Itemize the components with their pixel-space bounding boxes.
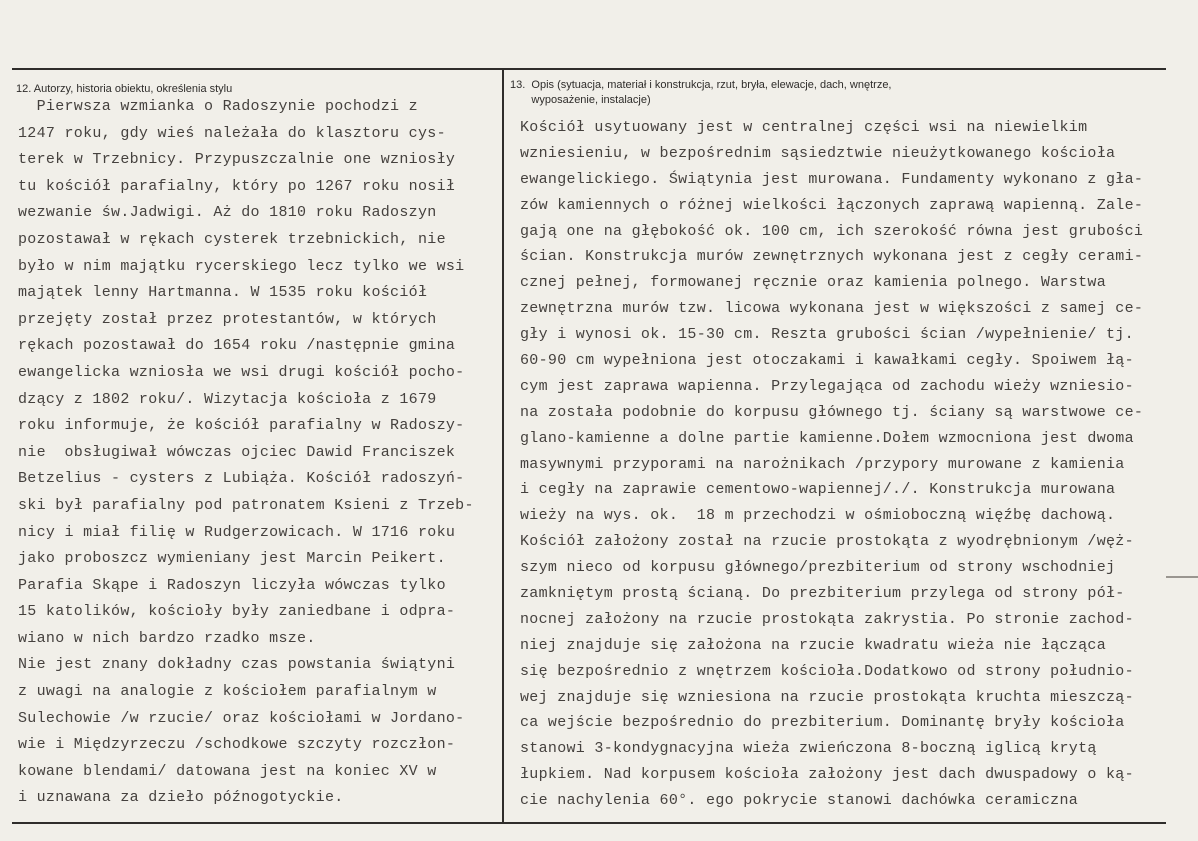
text-line: ścian. Konstrukcja murów zewnętrznych wykonana jest z cegły cerami-: [520, 248, 1144, 266]
section-12-heading: 12. Autorzy, historia obiektu, określenia stylu: [16, 83, 233, 95]
section-13-heading: [510, 78, 1150, 108]
text-line: wezwanie św.Jadwigi. Aż do 1810 roku Radoszyn: [18, 204, 437, 222]
text-line: ca wejście bezpośrednio do prezbiterium. Dominantę bryły kościoła: [520, 714, 1125, 732]
text-line: z uwagi na analogie z kościołem parafialnym w: [18, 683, 437, 701]
text-line: wej znajduje się wzniesiona na rzucie prostokąta kruchta mieszczą-: [520, 688, 1134, 706]
text-line: niej znajduje się założona na rzucie kwadratu wieża nie łącząca: [520, 636, 1106, 654]
text-line: wiano w nich bardzo rzadko msze.: [18, 629, 316, 647]
text-line: Nie jest znany dokładny czas powstania świątyni: [18, 656, 456, 674]
text-line: wieży na wys. ok. 18 m przechodzi w ośmioboczną więźbę dachową.: [520, 507, 1116, 525]
edge-mark: [1166, 576, 1198, 578]
text-line: Pierwsza wzmianka o Radoszynie pochodzi z: [18, 98, 418, 115]
section-13-heading-line-2: wyposażenie, instalacje): [510, 94, 651, 106]
text-line: dzący z 1802 roku/. Wizytacja kościoła z 1679: [18, 390, 437, 408]
text-line: cym jest zaprawa wapienna. Przylegająca od zachodu wieży wzniesio-: [520, 377, 1134, 395]
text-line: cznej pełnej, formowanej ręcznie oraz kamienia polnego. Warstwa: [520, 274, 1106, 292]
text-line: cie nachylenia 60°. ego pokrycie stanowi dachówka ceramiczna: [520, 792, 1079, 810]
text-line: było w nim majątku rycerskiego lecz tylko we wsi: [18, 257, 465, 275]
text-line: wie i Międzyrzeczu /schodkowe szczyty rozczłon-: [18, 736, 456, 754]
text-line: Sulechowie /w rzucie/ oraz kościołami w Jordano-: [18, 709, 465, 727]
text-line: zamkniętym prostą ścianą. Do prezbiterium przylega od strony pół-: [520, 585, 1125, 603]
text-line: gają one na głębokość ok. 100 cm, ich szerokość równa jest grubości: [520, 222, 1144, 240]
text-line: 15 katolików, kościoły były zaniedbane i odpra-: [18, 603, 456, 621]
column-divider: [502, 68, 504, 822]
text-line: nicy i miał filię w Rudgerzowicach. W 1716 roku: [18, 523, 456, 541]
text-line: nocnej założony na rzucie prostokąta zakrystia. Po stronie zachod-: [520, 610, 1134, 628]
text-line: na została podobnie do korpusu głównego tj. ściany są warstwowe ce-: [520, 403, 1144, 421]
text-line: wzniesieniu, w bezpośrednim sąsiedztwie nieużytkowanego kościoła: [520, 144, 1116, 162]
text-line: masywnymi przyporami na narożnikach /przypory murowane z kamienia: [520, 455, 1125, 473]
section-13-text: [520, 115, 1143, 814]
text-line: 1247 roku, gdy wieś należała do klasztoru cys-: [18, 124, 446, 142]
text-line: ewangelickiego. Świątynia jest murowana. Fundamenty wykonano z gła-: [520, 170, 1144, 188]
text-line: Betzelius - cysters z Lubiąża. Kościół radoszyń-: [18, 470, 465, 488]
text-line: i uznawana za dzieło późnogotyckie.: [18, 789, 344, 807]
text-line: pozostawał w rękach cysterek trzebnickich, nie: [18, 230, 446, 248]
section-13-heading-line-1: 13. Opis (sytuacja, materiał i konstrukcja, rzut, bryła, elewacje, dach, wnętrze,: [510, 79, 892, 91]
text-line: Kościół założony został na rzucie prostokąta z wyodrębnionym /węż-: [520, 533, 1134, 551]
text-line: kowane blendami/ datowana jest na koniec XV w: [18, 762, 437, 780]
text-line: ewangelicka wzniosła we wsi drugi kościół pocho-: [18, 363, 465, 381]
text-line: ski był parafialny pod patronatem Ksieni z Trzeb-: [18, 496, 474, 514]
text-line: stanowi 3-kondygnacyjna wieża zwieńczona 8-boczną iglicą krytą: [520, 740, 1097, 758]
text-line: zewnętrzna murów tzw. licowa wykonana jest w większości z samej ce-: [520, 300, 1144, 318]
text-line: i cegły na zaprawie cementowo-wapiennej/./. Konstrukcja murowana: [520, 481, 1116, 499]
text-line: Parafia Skąpe i Radoszyn liczyła wówczas tylko: [18, 576, 446, 594]
text-line: Kościół usytuowany jest w centralnej części wsi na niewielkim: [520, 119, 1088, 136]
text-line: zów kamiennych o różnej wielkości łączonych zaprawą wapienną. Zale-: [520, 196, 1144, 214]
text-line: jako proboszcz wymieniany jest Marcin Peikert.: [18, 550, 446, 568]
text-line: gły i wynosi ok. 15-30 cm. Reszta grubości ścian /wypełnienie/ tj.: [520, 326, 1134, 344]
text-line: glano-kamienne a dolne partie kamienne.Dołem wzmocniona jest dwoma: [520, 429, 1134, 447]
text-line: roku informuje, że kościół parafialny w Radoszy-: [18, 417, 465, 435]
text-line: szym nieco od korpusu głównego/prezbiterium od strony wschodniej: [520, 559, 1116, 577]
text-line: majątek lenny Hartmanna. W 1535 roku kościół: [18, 284, 428, 302]
text-line: przejęty został przez protestantów, w których: [18, 310, 437, 328]
text-line: 60-90 cm wypełniona jest otoczakami i kawałkami cegły. Spoiwem łą-: [520, 352, 1134, 370]
text-line: rękach pozostawał do 1654 roku /następnie gmina: [18, 337, 456, 355]
text-line: nie obsługiwał wówczas ojciec Dawid Franciszek: [18, 443, 456, 461]
text-line: łupkiem. Nad korpusem kościoła założony jest dach dwuspadowy o ką-: [520, 766, 1134, 784]
text-line: się bezpośrednio z wnętrzem kościoła.Dodatkowo od strony południo-: [520, 662, 1134, 680]
text-line: tu kościół parafialny, który po 1267 roku nosił: [18, 177, 456, 195]
section-12-text: [18, 94, 474, 812]
text-line: terek w Trzebnicy. Przypuszczalnie one wzniosły: [18, 151, 456, 169]
